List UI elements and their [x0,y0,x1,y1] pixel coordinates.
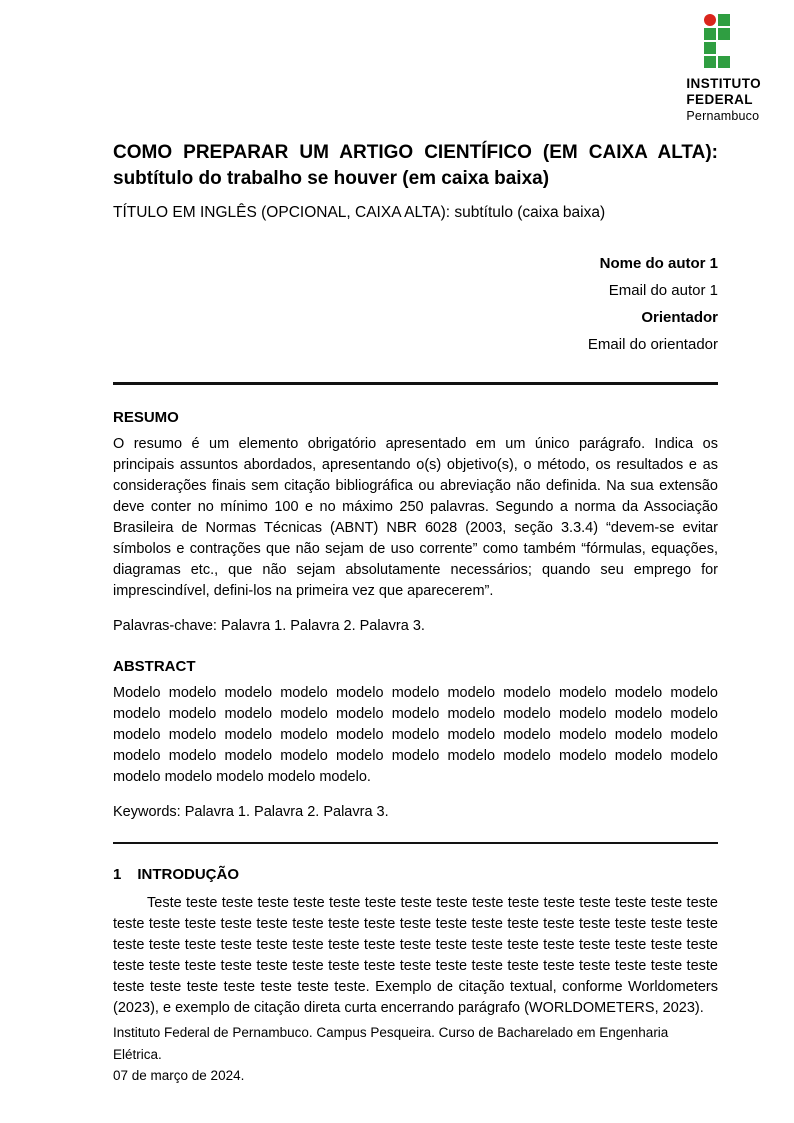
section-title: INTRODUÇÃO [137,866,240,884]
section-resumo [113,409,718,634]
palavras-chave: Palavras-chave: Palavra 1. Palavra 2. Palavra 3. [113,617,425,634]
logo-green-square [718,14,730,26]
logo-red-dot [704,14,716,26]
introducao-heading [113,866,718,883]
abstract-heading: ABSTRACT [113,657,196,675]
logo-green-square [704,42,716,54]
logo-green-square [718,56,730,68]
introducao-body: Teste teste teste teste teste teste teste teste teste teste teste teste teste teste teste teste teste teste teste teste teste teste teste teste teste teste teste teste teste teste teste teste teste teste teste teste teste teste teste teste teste teste teste teste teste teste teste teste teste teste teste teste teste teste teste teste teste teste teste teste teste teste teste teste teste teste teste teste teste teste teste teste teste teste. Exemplo de citação textual, conforme Worldometers (2023), e exemplo de citação direta curta encerrando parágrafo (WORLDOMETERS, 2023). [113,895,718,1017]
brand-name-line3: Pernambuco [686,108,760,123]
ifpe-logo-icon [704,14,730,68]
section-abstract [113,658,718,820]
footer-date: 07 de março de 2024. [113,1068,245,1084]
resumo-heading: RESUMO [113,408,179,426]
footer-institution: Instituto Federal de Pernambuco. Campus Pesqueira. Curso de Bacharelado em Engenharia Elétrica. [113,1025,669,1062]
brand-name-line1: INSTITUTO [686,76,761,91]
resumo-body: O resumo é um elemento obrigatório apresentado em um único parágrafo. Indica os principais assuntos abordados, apresentando o(s) objetivo(s), o método, os resultados e as considerações finais sem citação bibliográfica ou abreviação não definida. Na sua extensão deve conter no mínimo 100 e no máximo 250 palavras. Segundo a norma da Associação Brasileira de Normas Técnicas (ABNT) NBR 6028 (2003, seção 3.3.4) “devem-se evitar símbolos e contrações que não sejam de uso corrente” como também “fórmulas, equações, diagramas etc., que não sejam absolutamente necessários; quando seu emprego for imprescindível, defini-los na primeira vez que aparecerem”. [113,435,718,599]
section-number: 1 [113,866,122,884]
brand-name-line2: FEDERAL [686,91,753,107]
advisor-email: Email do orientador [587,336,718,354]
logo-empty-cell [718,42,730,54]
abstract-body: Modelo modelo modelo modelo modelo modelo modelo modelo modelo modelo modelo modelo modelo modelo modelo modelo modelo modelo modelo modelo modelo modelo modelo modelo modelo modelo modelo modelo modelo modelo modelo modelo modelo modelo modelo modelo modelo modelo modelo modelo modelo modelo modelo modelo modelo modelo modelo modelo modelo. [113,684,718,785]
separator-rule-bottom [113,842,718,845]
separator-rule-top [113,382,718,385]
author-name: Nome do autor 1 [599,255,718,273]
author-block [113,250,718,358]
article-title-en: TÍTULO EM INGLÊS (OPCIONAL, CAIXA ALTA): subtítulo (caixa baixa) [113,204,606,222]
logo-green-square [704,56,716,68]
ifpe-brand-block [686,14,761,124]
advisor-name: Orientador [641,309,718,327]
page-footnote [113,1022,718,1087]
section-introducao [113,866,718,1019]
article-content [113,0,718,1019]
keywords: Keywords: Palavra 1. Palavra 2. Palavra 3. [113,803,389,820]
article-title-pt: COMO PREPARAR UM ARTIGO CIENTÍFICO (EM CAIXA ALTA): subtítulo do trabalho se houver (em caixa baixa) [113,142,718,190]
logo-green-square [718,28,730,40]
logo-green-square [704,28,716,40]
author-email: Email do autor 1 [608,282,718,300]
